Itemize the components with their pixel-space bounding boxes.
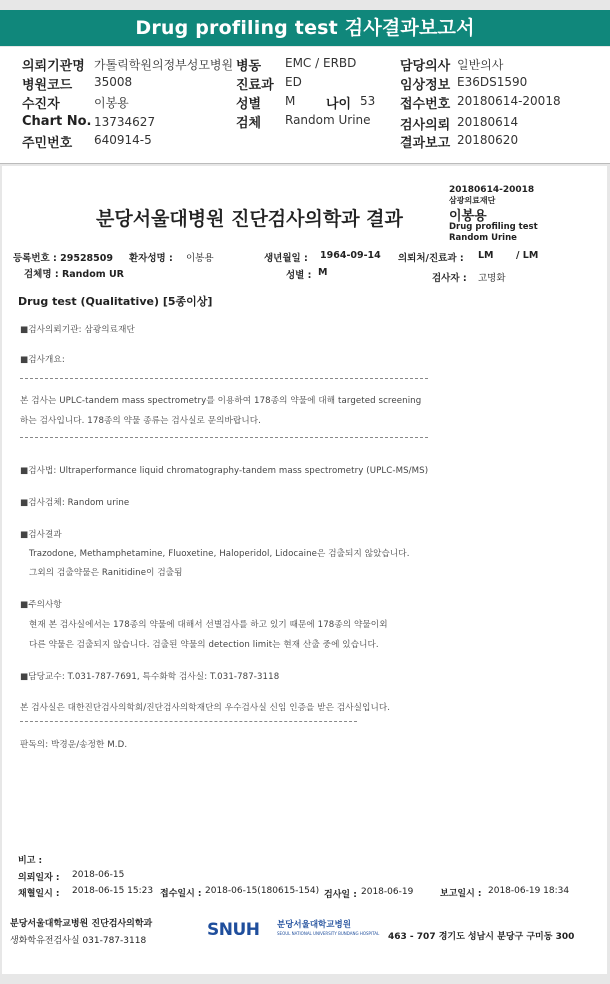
report-date-label: 보고일시 : — [440, 889, 482, 899]
result-line-1: Trazodone, Methamphetamine, Fluoxetine, Haloperidol, Lidocaine은 검출되지 않았습니다. — [29, 549, 410, 559]
divider-3 — [20, 721, 357, 722]
doc-sex-value: M — [318, 267, 328, 278]
tester-label: 검사자 : — [432, 273, 467, 284]
patient-label: 환자성명 : — [129, 253, 173, 264]
doctor-label: 담당의사 — [400, 59, 451, 74]
collect-value: 2018-06-15 15:23 — [72, 886, 154, 896]
hospital-label: 의뢰기관명 — [22, 59, 85, 74]
chart-label: Chart No. — [22, 114, 92, 129]
accept-value: 2018-06-15(180615-154) — [205, 886, 320, 896]
section-contact: ■담당교수: T.031-787-7691, 특수화학 검사실: T.031-787-3118 — [20, 672, 280, 682]
request-value: 20180614 — [457, 115, 519, 129]
report-title: Drug profiling test 검사결과보고서 — [0, 10, 610, 46]
sex-value: M — [285, 94, 296, 108]
test-date-label: 검사일 : — [324, 890, 357, 900]
footer-lab: 생화학유전검사실 031-787-3118 — [10, 936, 147, 946]
request-date-label: 의뢰일자 : — [18, 873, 60, 883]
request-dept-label: 의뢰처/진료과 : — [398, 253, 464, 264]
code-label: 병원코드 — [22, 78, 73, 93]
result-line-2: 그외의 검출약물은 Ranitidine이 검출됨 — [29, 568, 183, 578]
section-overview: ■검사개요: — [20, 355, 65, 365]
scanned-result-document — [2, 166, 607, 974]
overview-line-2: 하는 검사입니다. 178종의 약물 종류는 검사실로 문의바랍니다. — [20, 416, 261, 426]
specimen-value: Random Urine — [285, 113, 371, 127]
snuh-logo-name: 분당서울대학교병원 — [277, 920, 351, 930]
request-info-panel — [0, 47, 610, 164]
footer-dept: 분당서울대학교병원 진단검사의학과 — [10, 919, 153, 929]
section-specimen: ■검사검체: Random urine — [20, 498, 130, 508]
specimen-label: 검체 — [236, 116, 262, 131]
clinical-value: E36DS1590 — [457, 75, 528, 89]
dept-label: 진료과 — [236, 78, 274, 93]
tester-value: 고명화 — [478, 273, 506, 284]
age-label: 나이 — [326, 97, 352, 112]
receiver-label: 수진자 — [22, 97, 60, 112]
doctor-value: 일반의사 — [457, 58, 504, 72]
stamp-test: Drug profiling test — [449, 222, 538, 232]
patient-name: 이봉용 — [186, 253, 214, 264]
snuh-logo: SNUH — [207, 920, 260, 940]
age-value: 53 — [360, 94, 376, 108]
stamp-patient: 이봉용 — [449, 209, 487, 224]
ward-value: EMC / ERBD — [285, 56, 357, 70]
stamp-lab: 삼광의료재단 — [449, 196, 496, 205]
request-date-value: 2018-06-15 — [72, 870, 125, 880]
collect-label: 채혈일시 : — [18, 889, 60, 899]
report-label: 결과보고 — [400, 136, 451, 151]
chart-value: 13734627 — [94, 115, 156, 129]
sex-label: 성별 — [236, 97, 262, 112]
report-date-value: 2018-06-19 18:34 — [488, 886, 570, 896]
footer-address: 463 - 707 경기도 성남시 분당구 구미동 300 — [388, 932, 575, 942]
test-name: Drug test (Qualitative) [5종이상] — [18, 295, 213, 308]
divider-1 — [20, 378, 428, 379]
dept-value: ED — [285, 75, 302, 89]
section-caution: ■주의사항 — [20, 600, 62, 610]
stamp-specimen: Random Urine — [449, 233, 517, 243]
clinical-label: 임상정보 — [400, 78, 451, 93]
hospital-value: 가톨릭학원의정부성모병원 — [94, 58, 234, 72]
judge-text: 판독의: 박경운/송정한 M.D. — [20, 740, 128, 750]
section-lab: ■검사의뢰기관: 삼광의료재단 — [20, 325, 135, 335]
caution-line-1: 현재 본 검사실에서는 178종의 약물에 대해서 선별검사를 하고 있기 때문에 178종의 약물이외 — [29, 620, 388, 630]
section-method: ■검사법: Ultraperformance liquid chromatography-tandem mass spectrometry (UPLC-MS/MS) — [20, 466, 429, 476]
request-dept-b: / LM — [516, 250, 539, 261]
certification-text: 본 검사실은 대한진단검사의학회/진단검사의학재단의 우수검사실 신임 인증을 받은 검사실입니다. — [20, 703, 391, 713]
request-dept-a: LM — [478, 250, 494, 261]
section-results: ■검사결과 — [20, 530, 62, 540]
document-title: 분당서울대병원 진단검사의학과 결과 — [96, 208, 403, 230]
ward-label: 병동 — [236, 59, 262, 74]
caution-line-2: 다른 약물은 검출되지 않습니다. 검출된 약물의 detection limit는 현재 산출 중에 있습니다. — [29, 640, 379, 650]
receipt-label: 접수번호 — [400, 97, 451, 112]
receiver-value: 이봉용 — [94, 96, 129, 110]
doc-sex-label: 성별 : — [286, 270, 312, 281]
birth-label: 생년월일 : — [264, 253, 308, 264]
birth-value: 1964-09-14 — [320, 250, 381, 261]
accept-label: 접수일시 : — [160, 889, 202, 899]
overview-line-1: 본 검사는 UPLC-tandem mass spectrometry를 이용하여 178종의 약물에 대해 targeted screening — [20, 396, 422, 406]
snuh-logo-en: SEOUL NATIONAL UNIVERSITY BUNDANG HOSPITAL — [277, 931, 380, 936]
registration-number: 등록번호 : 29528509 — [13, 253, 114, 264]
id-value: 640914-5 — [94, 133, 152, 147]
request-label: 검사의뢰 — [400, 118, 451, 133]
note-label: 비고 : — [18, 856, 43, 866]
receipt-value: 20180614-20018 — [457, 94, 561, 108]
code-value: 35008 — [94, 75, 133, 89]
test-date-value: 2018-06-19 — [361, 887, 414, 897]
report-value: 20180620 — [457, 133, 519, 147]
divider-2 — [20, 437, 428, 438]
stamp-receipt: 20180614-20018 — [449, 185, 535, 195]
specimen-name: 검체명 : Random UR — [24, 269, 124, 280]
id-label: 주민번호 — [22, 136, 73, 151]
